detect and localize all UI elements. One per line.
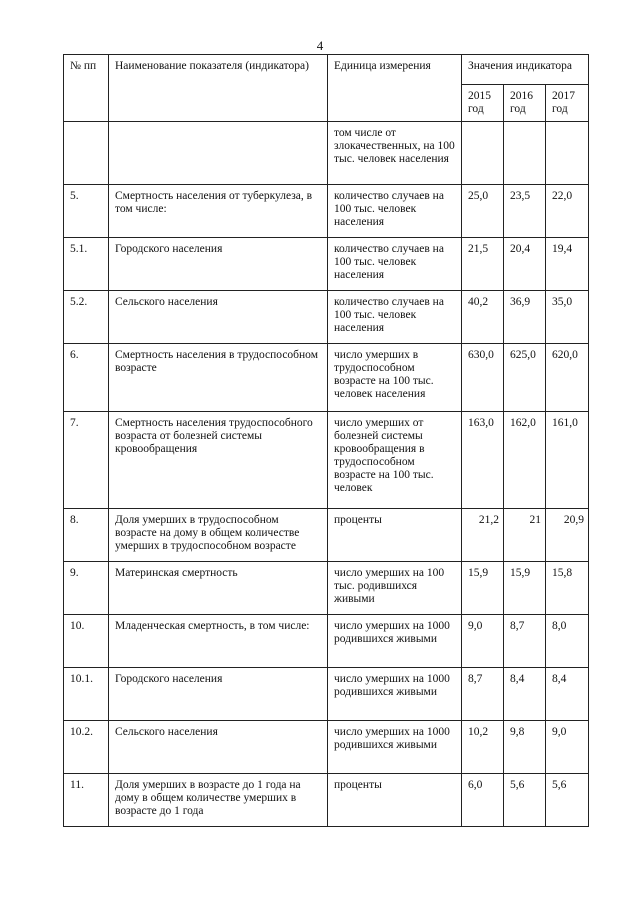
row-name: Смертность населения трудоспособного возраста от болезней системы кровообращения <box>109 412 328 509</box>
row-num: 10. <box>64 615 109 668</box>
row-name: Доля умерших в трудоспособном возрасте на дому в общем количестве умерших в трудоспособном возрасте <box>109 509 328 562</box>
table-row <box>64 185 589 238</box>
row-name: Младенческая смертность, в том числе: <box>109 615 328 668</box>
row-name: Смертность населения в трудоспособном возрасте <box>109 344 328 412</box>
row-num: 10.1. <box>64 668 109 721</box>
table-row <box>64 291 589 344</box>
row-value-2015: 6,0 <box>462 774 504 827</box>
row-value-2016: 20,4 <box>504 238 546 291</box>
table-row <box>64 774 589 827</box>
table-row <box>64 122 589 185</box>
row-value-2015: 21,5 <box>462 238 504 291</box>
row-name: Доля умерших в возрасте до 1 года на дому в общем количестве умерших в возрасте до 1 года <box>109 774 328 827</box>
page-number: 4 <box>316 38 324 53</box>
row-value-2015: 10,2 <box>462 721 504 774</box>
row-value-2017: 15,8 <box>546 562 589 615</box>
row-unit: число умерших на 1000 родившихся живыми <box>328 615 462 668</box>
header-year-2017: 2017 год <box>546 85 589 122</box>
row-num: 7. <box>64 412 109 509</box>
table-row <box>64 412 589 509</box>
header-name: Наименование показателя (индикатора) <box>109 55 328 122</box>
header-values: Значения индикатора <box>462 55 589 85</box>
row-value-2016 <box>504 122 546 185</box>
row-value-2016: 162,0 <box>504 412 546 509</box>
row-value-2016: 5,6 <box>504 774 546 827</box>
row-num: 5.1. <box>64 238 109 291</box>
table-row <box>64 344 589 412</box>
row-value-2015: 15,9 <box>462 562 504 615</box>
row-value-2015: 163,0 <box>462 412 504 509</box>
row-num: 11. <box>64 774 109 827</box>
row-unit: проценты <box>328 509 462 562</box>
row-value-2017: 8,0 <box>546 615 589 668</box>
row-value-2017: 9,0 <box>546 721 589 774</box>
row-unit: число умерших на 100 тыс. родившихся живыми <box>328 562 462 615</box>
row-value-2015: 8,7 <box>462 668 504 721</box>
row-value-2016: 9,8 <box>504 721 546 774</box>
row-num <box>64 122 109 185</box>
row-num: 5.2. <box>64 291 109 344</box>
table-row <box>64 721 589 774</box>
row-value-2015 <box>462 122 504 185</box>
row-value-2017: 35,0 <box>546 291 589 344</box>
row-unit: количество случаев на 100 тыс. человек населения <box>328 185 462 238</box>
row-unit: том числе от злокачественных, на 100 тыс. человек населения <box>328 122 462 185</box>
row-num: 8. <box>64 509 109 562</box>
row-name <box>109 122 328 185</box>
row-value-2016: 625,0 <box>504 344 546 412</box>
table-row <box>64 238 589 291</box>
row-value-2017: 20,9 <box>546 509 589 562</box>
table-row <box>64 562 589 615</box>
header-year-2015: 2015 год <box>462 85 504 122</box>
table-row <box>64 615 589 668</box>
row-unit: количество случаев на 100 тыс. человек населения <box>328 238 462 291</box>
row-value-2017: 19,4 <box>546 238 589 291</box>
table-row <box>64 509 589 562</box>
header-num: № пп <box>64 55 109 122</box>
row-unit: число умерших в трудоспособном возрасте на 100 тыс. человек населения <box>328 344 462 412</box>
row-name: Смертность населения от туберкулеза, в том числе: <box>109 185 328 238</box>
row-value-2015: 9,0 <box>462 615 504 668</box>
row-num: 5. <box>64 185 109 238</box>
row-value-2017 <box>546 122 589 185</box>
row-value-2016: 15,9 <box>504 562 546 615</box>
table-row <box>64 668 589 721</box>
header-row <box>64 55 589 85</box>
row-value-2016: 23,5 <box>504 185 546 238</box>
row-name: Сельского населения <box>109 721 328 774</box>
row-unit: проценты <box>328 774 462 827</box>
row-unit: число умерших на 1000 родившихся живыми <box>328 668 462 721</box>
row-unit: число умерших на 1000 родившихся живыми <box>328 721 462 774</box>
row-value-2017: 161,0 <box>546 412 589 509</box>
header-unit: Единица измерения <box>328 55 462 122</box>
row-value-2017: 22,0 <box>546 185 589 238</box>
row-value-2015: 21,2 <box>462 509 504 562</box>
row-num: 6. <box>64 344 109 412</box>
row-value-2016: 21 <box>504 509 546 562</box>
row-value-2015: 25,0 <box>462 185 504 238</box>
row-value-2016: 8,4 <box>504 668 546 721</box>
row-value-2015: 40,2 <box>462 291 504 344</box>
row-value-2016: 8,7 <box>504 615 546 668</box>
row-name: Городского населения <box>109 668 328 721</box>
row-num: 10.2. <box>64 721 109 774</box>
row-value-2015: 630,0 <box>462 344 504 412</box>
indicators-table <box>63 54 589 827</box>
row-name: Материнская смертность <box>109 562 328 615</box>
row-value-2016: 36,9 <box>504 291 546 344</box>
row-value-2017: 8,4 <box>546 668 589 721</box>
row-name: Сельского населения <box>109 291 328 344</box>
header-year-2016: 2016 год <box>504 85 546 122</box>
row-unit: количество случаев на 100 тыс. человек населения <box>328 291 462 344</box>
row-value-2017: 620,0 <box>546 344 589 412</box>
row-unit: число умерших от болезней системы кровообращения в трудоспособном возрасте на 100 тыс. человек <box>328 412 462 509</box>
row-value-2017: 5,6 <box>546 774 589 827</box>
row-num: 9. <box>64 562 109 615</box>
row-name: Городского населения <box>109 238 328 291</box>
